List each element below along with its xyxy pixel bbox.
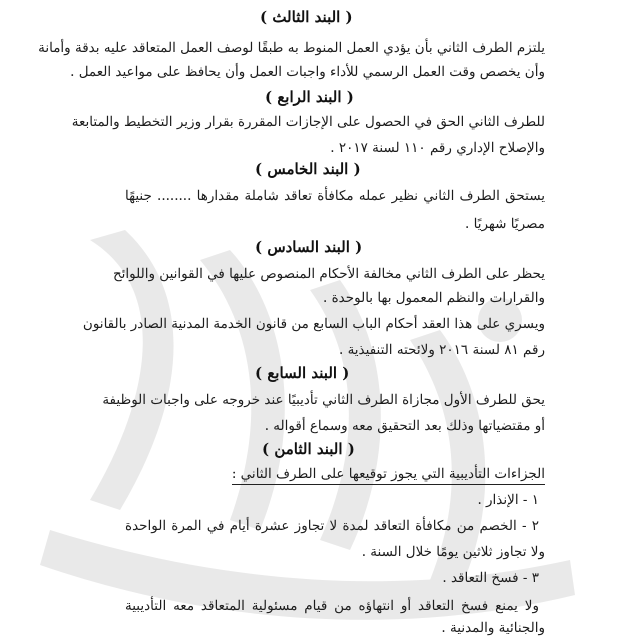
clause-8-closing-1: ولا يمنع فسخ التعاقد أو انتهاؤه من قيام مسئولية المتعاقد معه التأديبية: [125, 598, 539, 614]
clause-8-heading: ( البند الثامن ): [262, 440, 355, 458]
clause-7-heading: ( البند السابع ): [255, 364, 350, 382]
clause-8-intro: الجزاءات التأديبية التي يجوز توقيعها على الطرف الثاني :: [232, 466, 545, 485]
clause-8-penalty-1: ١ - الإنذار .: [477, 492, 539, 508]
clause-8-penalty-2: ٢ - الخصم من مكافأة التعاقد لمدة لا تجاوز عشرة أيام في المرة الواحدة: [125, 518, 539, 534]
clause-5-line-1: يستحق الطرف الثاني نظير عمله مكافأة تعاقد شاملة مقدارها ........ جنيهًا: [125, 188, 545, 204]
clause-6-line-3: ويسري على هذا العقد أحكام الباب السابع من قانون الخدمة المدنية الصادر بالقانون: [82, 316, 545, 332]
clause-8-penalty-3: ٣ - فسخ التعاقد .: [442, 570, 539, 586]
clause-5-line-2: مصريًا شهريًا .: [465, 216, 545, 232]
clause-6-line-4: رقم ٨١ لسنة ٢٠١٦ ولائحته التنفيذية .: [338, 342, 545, 358]
clause-3-heading: ( البند الثالث ): [260, 8, 353, 26]
clause-6-heading: ( البند السادس ): [255, 238, 363, 256]
clause-4-line-1: للطرف الثاني الحق في الحصول على الإجازات المقررة بقرار وزير التخطيط والمتابعة: [71, 114, 545, 130]
clause-7-line-2: أو مقتضياتها وذلك بعد التحقيق معه وسماع أقواله .: [264, 418, 545, 434]
clause-8-penalty-2-cont: ولا تجاوز ثلاثين يومًا خلال السنة .: [361, 544, 545, 560]
clause-3-line-1: يلتزم الطرف الثاني بأن يؤدي العمل المنوط به طبقًا لوصف العمل المتعاقد عليه بدقة وأمانة: [38, 40, 545, 56]
clause-3-line-2: وأن يخصص وقت العمل الرسمي للأداء واجبات العمل وأن يحافظ على مواعيد العمل .: [70, 64, 545, 80]
clause-6-line-1: يحظر على الطرف الثاني مخالفة الأحكام المنصوص عليها في القوانين واللوائح: [112, 266, 545, 282]
clause-8-closing-2: والجنائية والمدنية .: [441, 620, 545, 636]
clause-4-heading: ( البند الرابع ): [265, 88, 354, 106]
clause-4-line-2: والإصلاح الإداري رقم ١١٠ لسنة ٢٠١٧ .: [330, 140, 545, 156]
clause-5-heading: ( البند الخامس ): [255, 160, 361, 178]
clause-6-line-2: والقرارات والنظم المعمول بها بالوحدة .: [323, 290, 545, 306]
clause-7-line-1: يحق للطرف الأول مجازاة الطرف الثاني تأديبيًا عند خروجه على واجبات الوظيفة: [102, 392, 545, 408]
